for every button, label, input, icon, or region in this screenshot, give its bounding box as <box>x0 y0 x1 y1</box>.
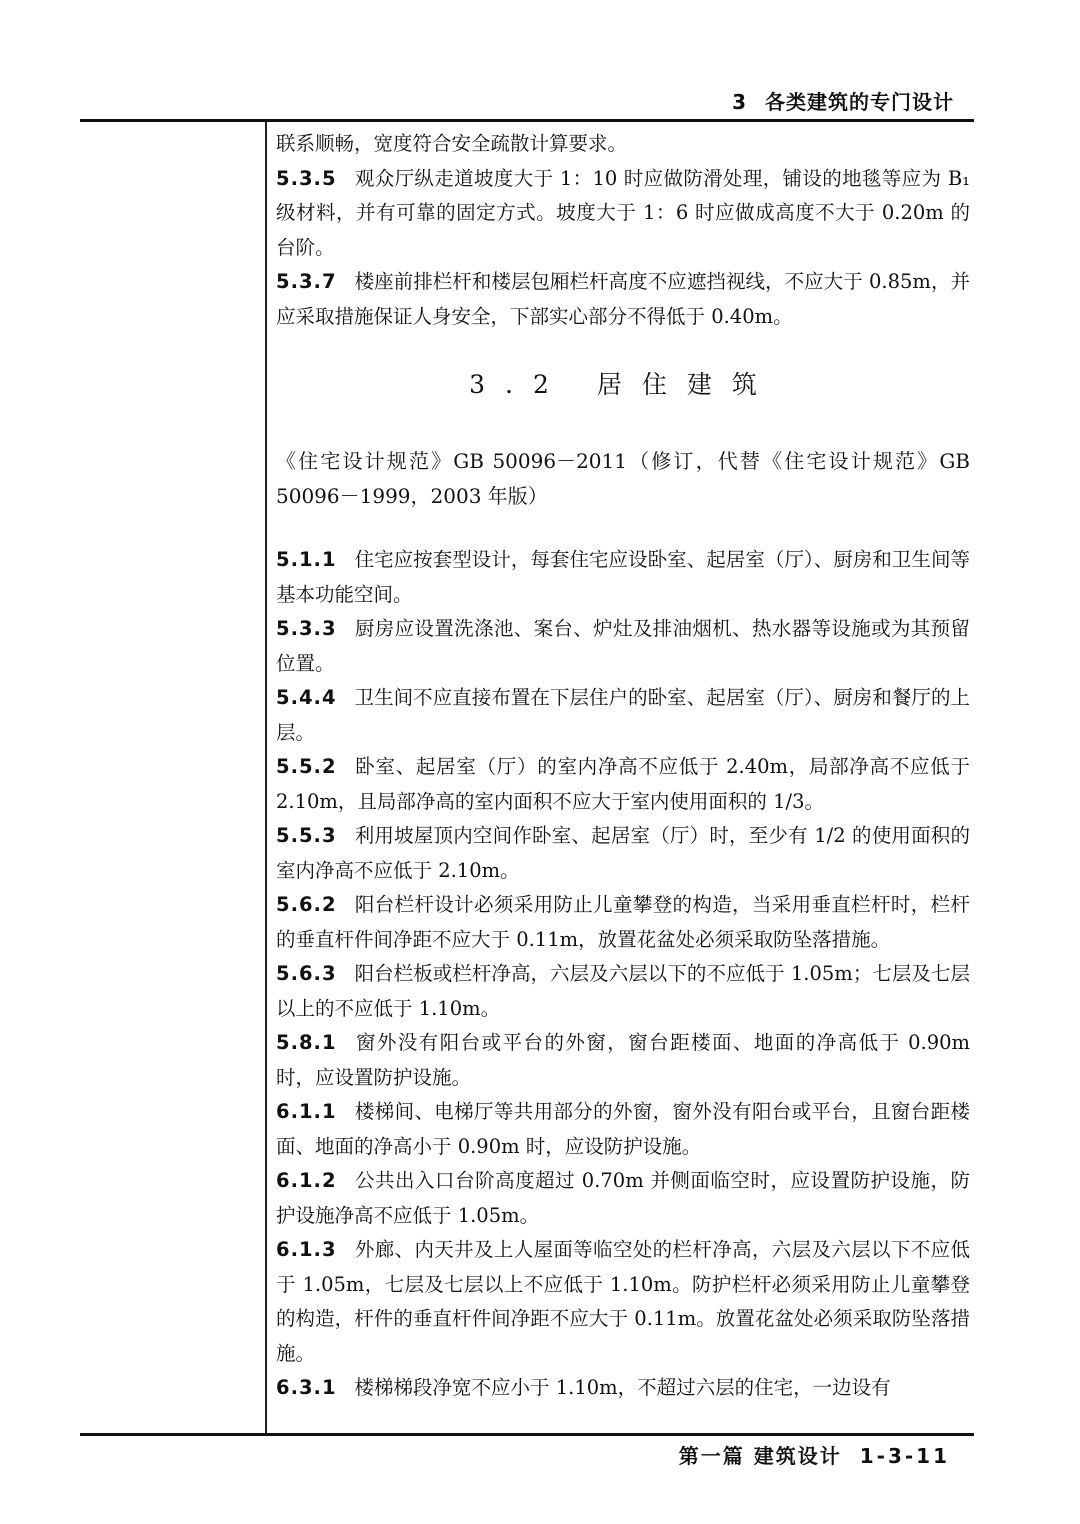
clause-list-b <box>276 543 970 1406</box>
running-header <box>732 86 954 115</box>
margin-rule <box>265 122 267 1433</box>
clause <box>276 957 970 1026</box>
body-text <box>276 127 970 1406</box>
clause <box>276 612 970 681</box>
clause <box>276 162 970 266</box>
clause-text: 卫生间不应直接布置在下层住户的卧室、起居室（厅）、厨房和餐厅的上层。 <box>276 686 970 744</box>
clause-number: 5.3.3 <box>276 617 337 640</box>
clause-number: 5.3.7 <box>276 270 337 293</box>
clause <box>276 681 970 750</box>
clause-text: 观众厅纵走道坡度大于 1：10 时应做防滑处理，铺设的地毯等应为 B₁ 级材料，并有可靠的固定方式。坡度大于 1：6 时应做成高度不大于 0.20m 的台阶。 <box>276 166 970 259</box>
clause <box>276 1233 970 1371</box>
clause-number: 5.4.4 <box>276 686 337 709</box>
clause-text: 厨房应设置洗涤池、案台、炉灶及排油烟机、热水器等设施或为其预留位置。 <box>276 617 970 675</box>
clause-number: 5.8.1 <box>276 1031 337 1054</box>
clause-text: 窗外没有阳台或平台的外窗，窗台距楼面、地面的净高低于 0.90m 时，应设置防护设施。 <box>276 1031 970 1089</box>
clause <box>276 819 970 888</box>
clause-text: 公共出入口台阶高度超过 0.70m 并侧面临空时，应设置防护设施，防护设施净高不应低于 1.05m。 <box>276 1169 970 1227</box>
clause <box>276 1164 970 1233</box>
clause-number: 6.1.3 <box>276 1238 337 1261</box>
clause-number: 6.3.1 <box>276 1376 337 1399</box>
footer-rule <box>80 1433 974 1436</box>
clause <box>276 1095 970 1164</box>
clause-number: 6.1.1 <box>276 1100 337 1123</box>
clause-text: 楼座前排栏杆和楼层包厢栏杆高度不应遮挡视线，不应大于 0.85m，并应采取措施保证人身安全，下部实心部分不得低于 0.40m。 <box>276 270 970 328</box>
clause-number: 5.5.2 <box>276 755 337 778</box>
clause-number: 5.3.5 <box>276 166 337 190</box>
running-footer <box>679 1440 950 1469</box>
clause <box>276 543 970 612</box>
standard-citation: 《住宅设计规范》GB 50096－2011（修订，代替《住宅设计规范》GB 50096－1999，2003 年版） <box>276 449 970 508</box>
clause-number: 5.6.2 <box>276 893 337 916</box>
clause <box>276 888 970 957</box>
clause-text: 阳台栏板或栏杆净高，六层及六层以下的不应低于 1.05m；七层及七层以上的不应低于 1.10m。 <box>276 962 970 1020</box>
clause-text: 楼梯间、电梯厅等共用部分的外窗，窗外没有阳台或平台，且窗台距楼面、地面的净高小于 0.90m 时，应设防护设施。 <box>276 1100 970 1158</box>
section-title: 3.2 居住建筑 <box>469 370 777 399</box>
clause-text: 阳台栏杆设计必须采用防止儿童攀登的构造，当采用垂直栏杆时，栏杆的垂直杆件间净距不应大于 0.11m，放置花盆处必须采取防坠落措施。 <box>276 893 970 951</box>
clause-text: 卧室、起居室（厅）的室内净高不应低于 2.40m，局部净高不应低于 2.10m，且局部净高的室内面积不应大于室内使用面积的 1/3。 <box>276 755 970 813</box>
clause-number: 5.6.3 <box>276 962 337 985</box>
clause-number: 5.1.1 <box>276 548 337 571</box>
clause <box>276 265 970 334</box>
clause-text: 住宅应按套型设计，每套住宅应设卧室、起居室（厅）、厨房和卫生间等基本功能空间。 <box>276 548 970 606</box>
continuation-paragraph: 联系顺畅，宽度符合安全疏散计算要求。 <box>276 132 628 155</box>
footer-part: 第一篇 建筑设计 <box>678 1444 842 1468</box>
chapter-title: 各类建筑的专门设计 <box>765 90 954 114</box>
clause-text: 外廊、内天井及上人屋面等临空处的栏杆净高，六层及六层以下不应低于 1.05m，七层及七层以上不应低于 1.10m。防护栏杆必须采用防止儿童攀登的构造，杆件的垂直杆件间净距不应大于 0.11m。放置花盆处必须采取防坠落措施。 <box>276 1238 970 1365</box>
clause-list-a <box>276 162 970 335</box>
clause-number: 5.5.3 <box>276 824 337 847</box>
clause <box>276 1026 970 1095</box>
clause-number: 6.1.2 <box>276 1169 337 1192</box>
clause <box>276 750 970 819</box>
chapter-number: 3 <box>732 90 747 114</box>
clause-text: 楼梯梯段净宽不应小于 1.10m，不超过六层的住宅，一边设有 <box>354 1376 891 1399</box>
clause <box>276 1371 970 1406</box>
page-folio: 1-3-11 <box>859 1444 950 1468</box>
clause-text: 利用坡屋顶内空间作卧室、起居室（厅）时，至少有 1/2 的使用面积的室内净高不应低于 2.10m。 <box>276 824 970 882</box>
header-rule <box>80 119 974 122</box>
